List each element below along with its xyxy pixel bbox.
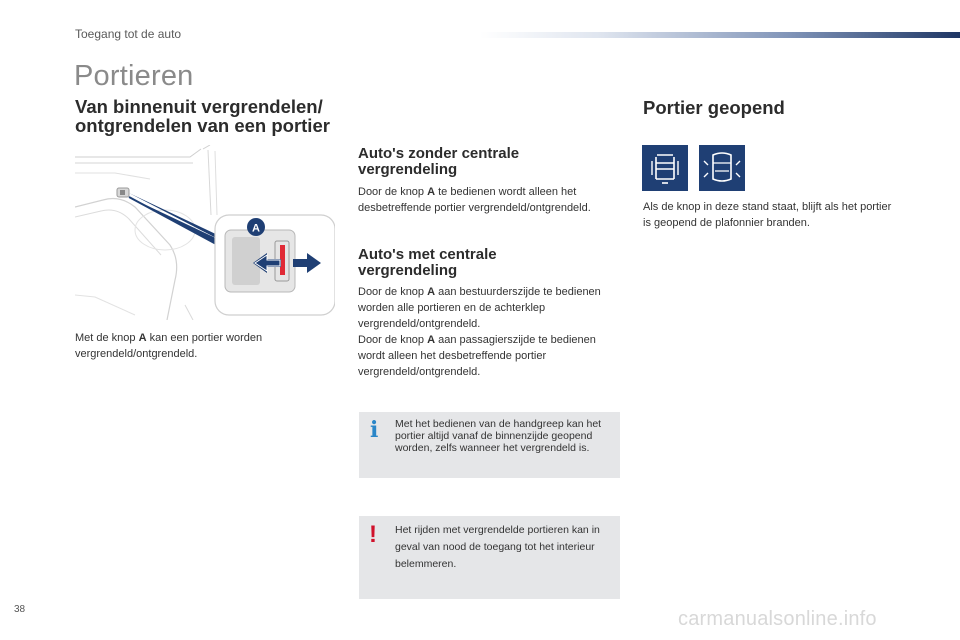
door-lock-icon bbox=[642, 145, 688, 191]
heading-with-central-locking bbox=[358, 247, 598, 279]
heading-b-line2: vergrendeling bbox=[358, 262, 458, 279]
left-body-suffix: kan een portier worden vergrendeld/ontgrendeld. bbox=[75, 332, 263, 360]
info-note bbox=[359, 412, 620, 478]
body-a-prefix: Door de knop bbox=[358, 186, 428, 198]
header-gradient-bar bbox=[480, 32, 960, 38]
body-b-paragraph1 bbox=[358, 284, 608, 332]
heading-a-line2: vergrendeling bbox=[358, 161, 458, 178]
door-panel-drawing bbox=[75, 145, 335, 320]
door-lock-illustration bbox=[75, 145, 335, 320]
left-heading-line2: ontgrendelen van een portier bbox=[75, 115, 330, 136]
body-b2-suffix: aan passagierszijde te bedienen wordt alleen het desbetreffende portier vergrendeld/ontgrendeld. bbox=[358, 334, 596, 378]
section-label: Toegang tot de auto bbox=[75, 27, 182, 41]
right-body: Als de knop in deze stand staat, blijft als het portier is geopend de plafonnier branden. bbox=[643, 201, 892, 229]
body-b1-prefix: Door de knop bbox=[358, 286, 428, 298]
body-with-central-locking bbox=[358, 284, 608, 380]
page-number: 38 bbox=[14, 604, 26, 615]
heading-a-line1: Auto's zonder centrale bbox=[358, 145, 520, 162]
body-b1-key: A bbox=[427, 286, 436, 298]
heading-b-line1: Auto's met centrale bbox=[358, 246, 497, 263]
warning-icon: ! bbox=[369, 521, 377, 548]
body-b1-suffix: aan bestuurderszijde te bedienen worden alle portieren en de achterklep vergrendeld/ontgrendeld. bbox=[358, 286, 601, 330]
watermark: carmanualsonline.info bbox=[678, 608, 877, 630]
body-b-paragraph2 bbox=[358, 332, 608, 380]
left-heading bbox=[75, 97, 355, 135]
courtesy-light-icon bbox=[699, 145, 745, 191]
info-note-text: Met het bedienen van de handgreep kan het portier altijd vanaf de binnenzijde geopend worden, zelfs wanneer het vergrendeld is. bbox=[395, 418, 602, 454]
left-heading-line1: Van binnenuit vergrendelen/ bbox=[75, 96, 323, 117]
warning-note-text: Het rijden met vergrendelde portieren kan in geval van nood de toegang tot het interieur belemmeren. bbox=[395, 524, 600, 570]
left-body-prefix: Met de knop bbox=[75, 332, 139, 344]
body-without-central-locking bbox=[358, 184, 628, 216]
callout-label-a: A bbox=[252, 222, 260, 235]
body-b2-prefix: Door de knop bbox=[358, 334, 428, 346]
page-title: Portieren bbox=[74, 60, 194, 92]
left-body bbox=[75, 330, 335, 362]
body-a-suffix: te bedienen wordt alleen het desbetreffende portier vergrendeld/ontgrendeld. bbox=[358, 186, 591, 214]
heading-without-central-locking bbox=[358, 146, 598, 178]
body-a-key: A bbox=[427, 186, 436, 198]
right-heading: Portier geopend bbox=[643, 97, 785, 118]
warning-note bbox=[359, 516, 620, 599]
left-body-key: A bbox=[138, 332, 147, 344]
info-icon: i bbox=[370, 417, 379, 443]
body-b2-key: A bbox=[427, 334, 436, 346]
